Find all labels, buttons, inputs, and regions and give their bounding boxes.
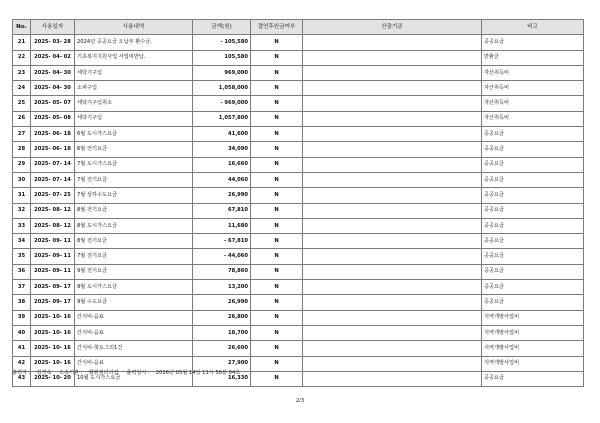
- amount-cell: 26,600: [193, 341, 251, 356]
- row-number-cell: 36: [13, 264, 31, 279]
- sponsorship-flag-cell: N: [251, 325, 303, 340]
- remark-cell: 자산취득비: [482, 111, 584, 126]
- usage-description-cell: 7월 상하수도요금: [75, 188, 193, 203]
- usage-date-cell: 2025- 06- 18: [31, 142, 75, 157]
- row-number-cell: 42: [13, 356, 31, 371]
- row-number-cell: 25: [13, 96, 31, 111]
- usage-date-cell: 2025- 06- 18: [31, 127, 75, 142]
- row-number-cell: 34: [13, 234, 31, 249]
- remark-cell: 공공요금: [482, 280, 584, 295]
- calculation-basis-cell: [303, 356, 482, 371]
- usage-description-cell: 간식비-음료: [75, 310, 193, 325]
- table-row: [13, 249, 584, 264]
- usage-date-cell: 2025- 09- 11: [31, 264, 75, 279]
- row-number-cell: 23: [13, 65, 31, 80]
- sponsorship-flag-cell: N: [251, 341, 303, 356]
- calculation-basis-cell: [303, 234, 482, 249]
- calculation-basis-cell: [303, 35, 482, 50]
- table-row: [13, 325, 584, 340]
- table-row: [13, 81, 584, 96]
- calculation-basis-cell: [303, 157, 482, 172]
- remark-cell: 공공요금: [482, 127, 584, 142]
- usage-date-cell: 2025- 04- 02: [31, 50, 75, 65]
- header-no: No.: [13, 20, 31, 35]
- table-row: [13, 310, 584, 325]
- sponsorship-flag-cell: N: [251, 96, 303, 111]
- row-number-cell: 30: [13, 172, 31, 187]
- usage-date-cell: 2025- 10- 16: [31, 341, 75, 356]
- usage-description-cell: 8월 도시가스요금: [75, 218, 193, 233]
- amount-cell: 41,600: [193, 127, 251, 142]
- sponsorship-flag-cell: N: [251, 264, 303, 279]
- amount-cell: 27,900: [193, 356, 251, 371]
- usage-description-cell: 9월 수도요금: [75, 295, 193, 310]
- usage-description-cell: 기초복지지원사업 사업비반납.: [75, 50, 193, 65]
- sponsorship-flag-cell: N: [251, 127, 303, 142]
- sponsorship-flag-cell: N: [251, 280, 303, 295]
- calculation-basis-cell: [303, 127, 482, 142]
- row-number-cell: 37: [13, 280, 31, 295]
- table-row: [13, 295, 584, 310]
- table-row: [13, 280, 584, 295]
- page-number: 2/3: [295, 398, 305, 404]
- usage-date-cell: 2025- 07- 14: [31, 157, 75, 172]
- sponsorship-flag-cell: N: [251, 356, 303, 371]
- table-row: [13, 96, 584, 111]
- amount-cell: 78,860: [193, 264, 251, 279]
- remark-cell: 자산취득비: [482, 81, 584, 96]
- remark-cell: 공공요금: [482, 157, 584, 172]
- usage-date-cell: 2025- 09- 17: [31, 295, 75, 310]
- header-amount: 금액(원): [193, 20, 251, 35]
- sponsorship-flag-cell: N: [251, 249, 303, 264]
- remark-cell: 공공요금: [482, 295, 584, 310]
- table-header-row: [13, 20, 584, 35]
- remark-cell: 공공요금: [482, 249, 584, 264]
- row-number-cell: 28: [13, 142, 31, 157]
- usage-description-cell: 간식비-음료: [75, 325, 193, 340]
- header-date: 사용일자: [31, 20, 75, 35]
- amount-cell: 18,700: [193, 325, 251, 340]
- usage-description-cell: 9월 전기요금: [75, 264, 193, 279]
- row-number-cell: 33: [13, 218, 31, 233]
- header-sponsorship-flag: 결연후원금여부: [251, 20, 303, 35]
- header-remark: 비고: [482, 20, 584, 35]
- amount-cell: 1,057,800: [193, 111, 251, 126]
- amount-cell: 34,090: [193, 142, 251, 157]
- remark-cell: 지역개발사업비: [482, 310, 584, 325]
- footer-org: 헬렌켈러의집: [88, 370, 119, 376]
- usage-date-cell: 2025- 04- 30: [31, 65, 75, 80]
- usage-description-cell: 8월 전기요금: [75, 234, 193, 249]
- remark-cell: 자산취득비: [482, 96, 584, 111]
- row-number-cell: 22: [13, 50, 31, 65]
- row-number-cell: 40: [13, 325, 31, 340]
- usage-description-cell: 7월 전기요금: [75, 172, 193, 187]
- amount-cell: - 105,580: [193, 35, 251, 50]
- usage-date-cell: 2025- 09- 11: [31, 234, 75, 249]
- calculation-basis-cell: [303, 310, 482, 325]
- calculation-basis-cell: [303, 172, 482, 187]
- calculation-basis-cell: [303, 325, 482, 340]
- amount-cell: 969,000: [193, 65, 251, 80]
- amount-cell: 16,330: [193, 371, 251, 386]
- amount-cell: 1,058,000: [193, 81, 251, 96]
- amount-cell: 44,060: [193, 172, 251, 187]
- calculation-basis-cell: [303, 280, 482, 295]
- remark-cell: 반환금: [482, 50, 584, 65]
- usage-date-cell: 2025- 09- 17: [31, 280, 75, 295]
- calculation-basis-cell: [303, 111, 482, 126]
- row-number-cell: 32: [13, 203, 31, 218]
- table-row: [13, 188, 584, 203]
- usage-description-cell: 6월 도시가스요금: [75, 127, 193, 142]
- amount-cell: 11,680: [193, 218, 251, 233]
- calculation-basis-cell: [303, 188, 482, 203]
- table-row: [13, 127, 584, 142]
- amount-cell: 105,580: [193, 50, 251, 65]
- amount-cell: 26,800: [193, 310, 251, 325]
- sponsorship-flag-cell: N: [251, 35, 303, 50]
- print-footer: [12, 369, 246, 376]
- footer-org-label: 소속기관 :: [59, 370, 83, 376]
- usage-date-cell: 2025- 08- 12: [31, 218, 75, 233]
- remark-cell: 공공요금: [482, 218, 584, 233]
- remark-cell: 지역개발사업비: [482, 356, 584, 371]
- sponsorship-flag-cell: N: [251, 188, 303, 203]
- table-row: [13, 264, 584, 279]
- remark-cell: 공공요금: [482, 35, 584, 50]
- remark-cell: 공공요금: [482, 188, 584, 203]
- row-number-cell: 27: [13, 127, 31, 142]
- sponsorship-flag-cell: N: [251, 295, 303, 310]
- sponsorship-flag-cell: N: [251, 157, 303, 172]
- row-number-cell: 31: [13, 188, 31, 203]
- sponsorship-flag-cell: N: [251, 234, 303, 249]
- usage-date-cell: 2025- 07- 25: [31, 188, 75, 203]
- calculation-basis-cell: [303, 65, 482, 80]
- row-number-cell: 26: [13, 111, 31, 126]
- amount-cell: 26,990: [193, 295, 251, 310]
- calculation-basis-cell: [303, 96, 482, 111]
- usage-date-cell: 2025- 10- 20: [31, 371, 75, 386]
- usage-description-cell: 6월 전기요금: [75, 142, 193, 157]
- usage-date-cell: 2025- 10- 16: [31, 356, 75, 371]
- table-row: [13, 111, 584, 126]
- usage-date-cell: 2025- 09- 11: [31, 249, 75, 264]
- row-number-cell: 29: [13, 157, 31, 172]
- amount-cell: 26,990: [193, 188, 251, 203]
- row-number-cell: 21: [13, 35, 31, 50]
- usage-date-cell: 2025- 10- 16: [31, 325, 75, 340]
- usage-description-cell: 세탁기구입: [75, 65, 193, 80]
- row-number-cell: 38: [13, 295, 31, 310]
- calculation-basis-cell: [303, 50, 482, 65]
- footer-author-label: 출력자 :: [12, 370, 31, 376]
- usage-description-cell: 2024년 공공요금 오납부 환수금.: [75, 35, 193, 50]
- table-row: [13, 218, 584, 233]
- sponsorship-flag-cell: N: [251, 111, 303, 126]
- amount-cell: - 969,000: [193, 96, 251, 111]
- calculation-basis-cell: [303, 371, 482, 386]
- calculation-basis-cell: [303, 264, 482, 279]
- usage-date-cell: 2025- 10- 16: [31, 310, 75, 325]
- usage-description-cell: 7월 전기요금: [75, 249, 193, 264]
- table-row: [13, 172, 584, 187]
- remark-cell: 공공요금: [482, 203, 584, 218]
- usage-description-cell: 세탁기구입: [75, 111, 193, 126]
- row-number-cell: 24: [13, 81, 31, 96]
- table-row: [13, 157, 584, 172]
- amount-cell: 67,810: [193, 203, 251, 218]
- table-body: [13, 35, 584, 387]
- usage-description-cell: 10월 도시가스요금: [75, 371, 193, 386]
- row-number-cell: 35: [13, 249, 31, 264]
- table-row: [13, 65, 584, 80]
- sponsorship-flag-cell: N: [251, 50, 303, 65]
- row-number-cell: 41: [13, 341, 31, 356]
- usage-description-cell: 간식비-핫도그외1건: [75, 341, 193, 356]
- footer-author: 김경숙: [36, 370, 52, 376]
- footer-printed-label: 출력일시 :: [126, 370, 150, 376]
- sponsorship-flag-cell: N: [251, 65, 303, 80]
- sponsorship-flag-cell: N: [251, 310, 303, 325]
- usage-date-cell: 2025- 03- 28: [31, 35, 75, 50]
- usage-description-cell: 9월 도시가스요금: [75, 280, 193, 295]
- table-row: [13, 234, 584, 249]
- usage-description-cell: 간식비-음료: [75, 356, 193, 371]
- remark-cell: 자산취득비: [482, 65, 584, 80]
- expense-table: [12, 19, 584, 387]
- calculation-basis-cell: [303, 203, 482, 218]
- remark-cell: 공공요금: [482, 234, 584, 249]
- calculation-basis-cell: [303, 218, 482, 233]
- amount-cell: 13,200: [193, 280, 251, 295]
- amount-cell: - 67,810: [193, 234, 251, 249]
- amount-cell: 16,660: [193, 157, 251, 172]
- remark-cell: 공공요금: [482, 142, 584, 157]
- calculation-basis-cell: [303, 341, 482, 356]
- usage-description-cell: 7월 도시가스요금: [75, 157, 193, 172]
- header-calculation-basis: 산출기준: [303, 20, 482, 35]
- calculation-basis-cell: [303, 249, 482, 264]
- table-row: [13, 142, 584, 157]
- sponsorship-flag-cell: N: [251, 218, 303, 233]
- usage-date-cell: 2025- 05- 07: [31, 96, 75, 111]
- calculation-basis-cell: [303, 142, 482, 157]
- remark-cell: 지역개발사업비: [482, 341, 584, 356]
- calculation-basis-cell: [303, 81, 482, 96]
- remark-cell: 공공요금: [482, 172, 584, 187]
- sponsorship-flag-cell: N: [251, 142, 303, 157]
- table-row: [13, 203, 584, 218]
- sponsorship-flag-cell: N: [251, 203, 303, 218]
- footer-printed-at: 2026년 05월 14일 11시 56분 04초: [155, 370, 241, 376]
- remark-cell: 공공요금: [482, 264, 584, 279]
- sponsorship-flag-cell: N: [251, 371, 303, 386]
- usage-description-cell: 8월 전기요금: [75, 203, 193, 218]
- usage-date-cell: 2025- 04- 30: [31, 81, 75, 96]
- amount-cell: - 44,060: [193, 249, 251, 264]
- usage-date-cell: 2025- 05- 08: [31, 111, 75, 126]
- usage-description-cell: 세탁기구입취소: [75, 96, 193, 111]
- remark-cell: 지역개발사업비: [482, 325, 584, 340]
- usage-date-cell: 2025- 08- 12: [31, 203, 75, 218]
- usage-description-cell: 소파구입: [75, 81, 193, 96]
- remark-cell: 공공요금: [482, 371, 584, 386]
- row-number-cell: 39: [13, 310, 31, 325]
- table-row: [13, 35, 584, 50]
- table-row: [13, 50, 584, 65]
- header-description: 사용내역: [75, 20, 193, 35]
- row-number-cell: 43: [13, 371, 31, 386]
- sponsorship-flag-cell: N: [251, 172, 303, 187]
- table-row: [13, 341, 584, 356]
- sponsorship-flag-cell: N: [251, 81, 303, 96]
- usage-date-cell: 2025- 07- 14: [31, 172, 75, 187]
- calculation-basis-cell: [303, 295, 482, 310]
